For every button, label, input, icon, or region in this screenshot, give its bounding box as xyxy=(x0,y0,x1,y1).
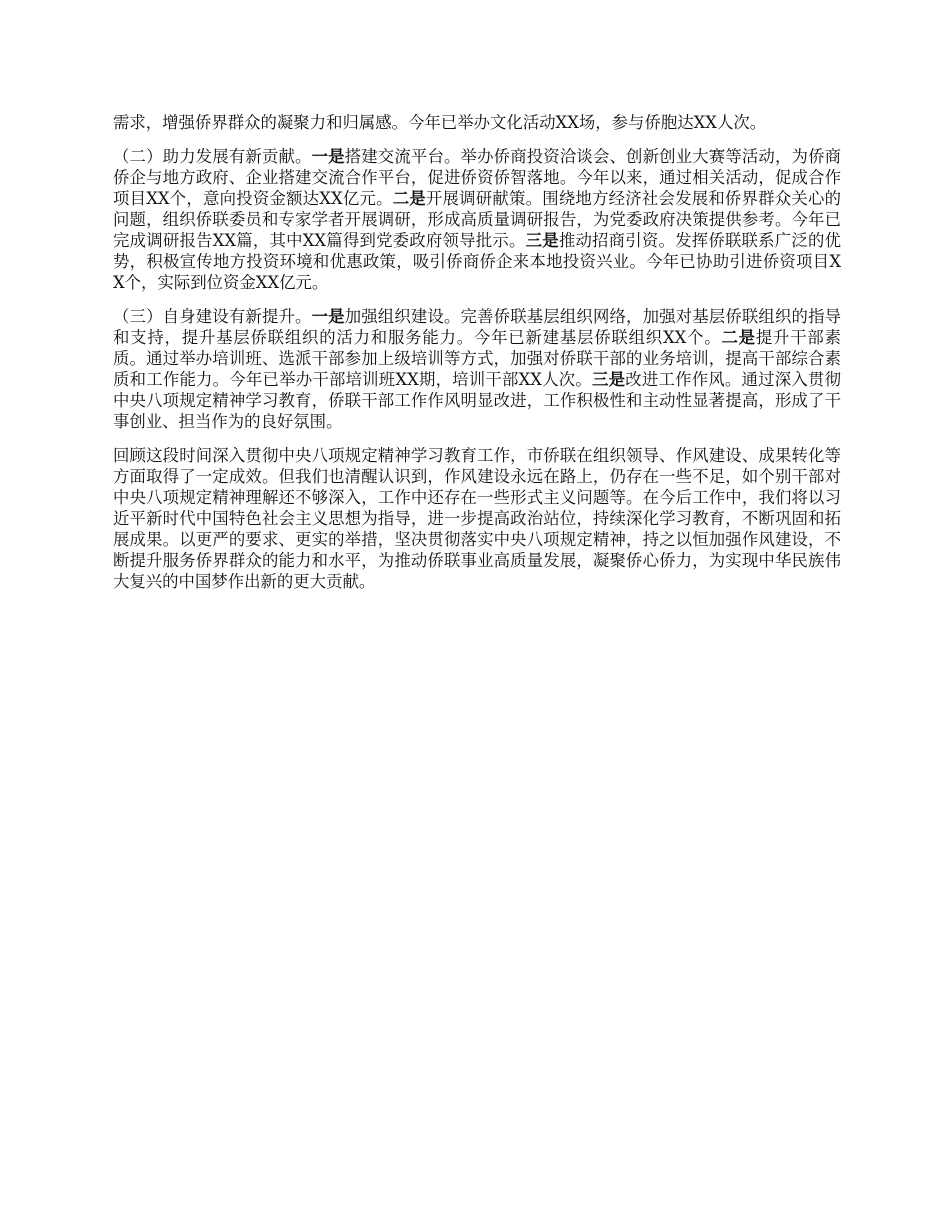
section-heading: （二）助力发展有新贡献。 xyxy=(113,147,312,166)
item-marker-third: 三是 xyxy=(525,231,559,250)
paragraph-text: 开展调研献策。围绕地方经济社会发展和侨界群众关心的问题，组织侨联委员和专家学者开展调研，形成高质量调研报告，为党委政府决策提供参考。今年已完成调研报告XX篇，其中XX篇得到党委政府领导批示。 xyxy=(113,189,841,250)
paragraph-text: 加强组织建设。完善侨联基层组织网络，加强对基层侨联组织的指导和支持，提升基层侨联组织的活力和服务能力。今年已新建基层侨联组织XX个。 xyxy=(113,307,842,347)
paragraph-text: 需求，增强侨界群众的凝聚力和归属感。今年已举办文化活动XX场，参与侨胞达XX人次。 xyxy=(113,113,767,132)
paragraph-text: 提升干部素质。通过举办培训班、选派干部参加上级培训等方式，加强对侨联干部的业务培训，提高干部综合素质和工作能力。今年已举办干部培训班XX期，培训干部XX人次。 xyxy=(113,328,841,389)
paragraph-self-building xyxy=(113,306,841,432)
paragraph-development-contribution xyxy=(113,146,841,293)
paragraph-text: 搭建交流平台。举办侨商投资洽谈会、创新创业大赛等活动，为侨商侨企与地方政府、企业搭建交流合作平台，促进侨资侨智落地。今年以来，通过相关活动，促成合作项目XX个，意向投资金额达XX亿元。 xyxy=(113,147,842,208)
paragraph-text: 回顾这段时间深入贯彻中央八项规定精神学习教育工作，市侨联在组织领导、作风建设、成果转化等方面取得了一定成效。但我们也清醒认识到，作风建设永远在路上，仍存在一些不足，如个别干部对中央八项规定精神理解还不够深入，工作中还存在一些形式主义问题等。在今后工作中，我们将以习近平新时代中国特色社会主义思想为指导，进一步提高政治站位，持续深化学习教育，不断巩固和拓展成果。以更严的要求、更实的举措，坚决贯彻落实中央八项规定精神，持之以恒加强作风建设，不断提升服务侨界群众的能力和水平，为推动侨联事业高质量发展，凝聚侨心侨力，为实现中华民族伟大复兴的中国梦作出新的更大贡献。 xyxy=(113,446,841,591)
item-marker-third: 三是 xyxy=(592,370,626,389)
paragraph-conclusion xyxy=(113,445,841,592)
item-marker-first: 一是 xyxy=(311,147,345,166)
paragraph-text: 改进工作作风。通过深入贯彻中央八项规定精神学习教育，侨联干部工作作风明显改进，工作积极性和主动性显著提高，形成了干事创业、担当作为的良好氛围。 xyxy=(113,370,841,431)
item-marker-second: 二是 xyxy=(721,328,756,347)
item-marker-first: 一是 xyxy=(311,307,345,326)
section-heading: （三）自身建设有新提升。 xyxy=(113,307,312,326)
paragraph-text: 推动招商引资。发挥侨联联系广泛的优势，积极宣传地方投资环境和优惠政策，吸引侨商侨企来本地投资兴业。今年已协助引进侨资项目XX个，实际到位资金XX亿元。 xyxy=(113,231,842,292)
item-marker-second: 二是 xyxy=(392,189,426,208)
document-page xyxy=(113,112,841,605)
paragraph-culture-activities xyxy=(113,112,841,133)
